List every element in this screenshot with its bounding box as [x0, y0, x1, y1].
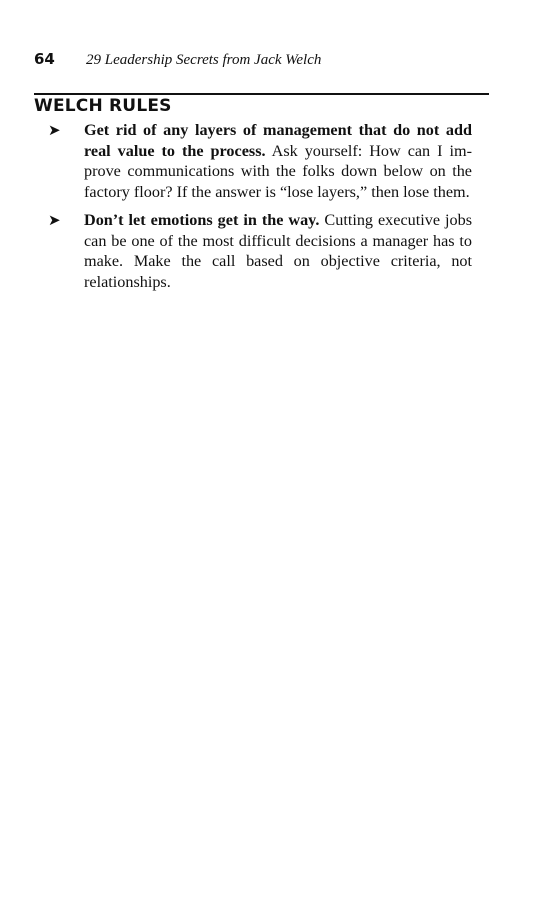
- page-number: 64: [34, 50, 55, 68]
- rule-item: [48, 210, 472, 292]
- book-title: 29 Leadership Secrets from Jack Welch: [86, 52, 322, 68]
- rule-text: [84, 210, 472, 292]
- rules-list: [48, 120, 472, 300]
- section-heading: WELCH RULES: [34, 96, 172, 116]
- rule-lead: Don’t let emotions get in the way.: [84, 211, 320, 229]
- rule-lead: Get rid of any layers of management that do not add real value to the process.: [84, 121, 472, 160]
- rule-item: [48, 120, 472, 202]
- rule-body: Cutting executive jobs can be one of the most difficult decisions a manager has to make. Make the call based on objective criteria, not relationships.: [84, 211, 472, 291]
- rule-body: Ask yourself: How can I improve communications with the folks down below on the factory floor? If the answer is “lose layers,” then lose them.: [84, 141, 472, 201]
- running-head: [34, 50, 321, 69]
- arrowhead-bullet-icon: ➤: [48, 121, 61, 139]
- arrowhead-bullet-icon: ➤: [48, 211, 61, 229]
- rule-text: [84, 120, 472, 202]
